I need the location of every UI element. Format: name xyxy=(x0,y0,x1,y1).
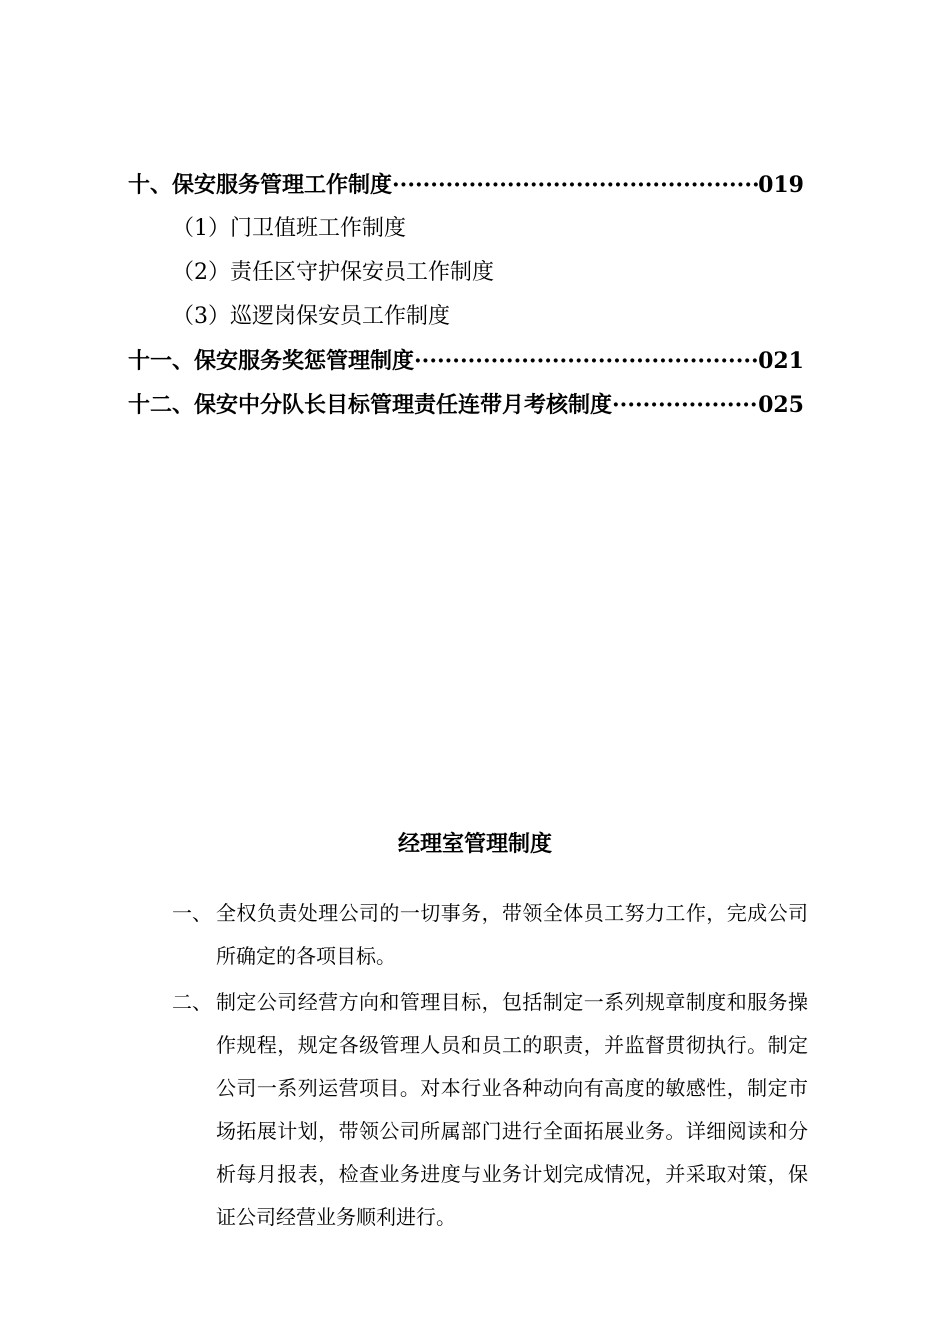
toc-page-number: 025 xyxy=(758,392,804,418)
toc-subentry-2[interactable]: （2）责任区守护保安员工作制度 xyxy=(172,260,494,285)
table-of-contents xyxy=(128,163,804,427)
toc-subentry-1[interactable]: （1）门卫值班工作制度 xyxy=(172,216,406,241)
toc-entry-label: 十二、保安中分队长目标管理责任连带月考核制度 xyxy=(128,392,613,418)
toc-entry-12[interactable] xyxy=(128,383,804,427)
article-1 xyxy=(172,892,808,978)
article-text: 制定公司经营方向和管理目标，包括制定一系列规章制度和服务操作规程，规定各级管理人员和员工的职责，并监督贯彻执行。制定公司一系列运营项目。对本行业各种动向有高度的敏感性，制定市场拓展计划，带领公司所属部门进行全面拓展业务。详细阅读和分析每月报表，检查业务进度与业务计划完成情况，并采取对策，保证公司经营业务顺利进行。 xyxy=(216,990,808,1229)
article-text: 全权负责处理公司的一切事务，带领全体员工努力工作，完成公司所确定的各项目标。 xyxy=(216,901,808,968)
toc-entry-11[interactable] xyxy=(128,339,804,383)
toc-entry-10[interactable] xyxy=(128,163,804,207)
toc-subentry-3[interactable]: （3）巡逻岗保安员工作制度 xyxy=(172,304,450,329)
section-title: 经理室管理制度 xyxy=(397,831,552,857)
toc-leader-dots xyxy=(612,383,758,427)
toc-entry-label: 十、保安服务管理工作制度 xyxy=(128,172,393,198)
toc-page-number: 021 xyxy=(758,348,804,374)
toc-leader-dots xyxy=(414,339,758,383)
toc-leader-dots xyxy=(392,163,758,207)
article-number: 一、 xyxy=(172,901,212,925)
article-2 xyxy=(172,981,808,1239)
article-number: 二、 xyxy=(172,990,212,1014)
toc-page-number: 019 xyxy=(758,172,804,198)
toc-entry-label: 十一、保安服务奖惩管理制度 xyxy=(128,348,415,374)
